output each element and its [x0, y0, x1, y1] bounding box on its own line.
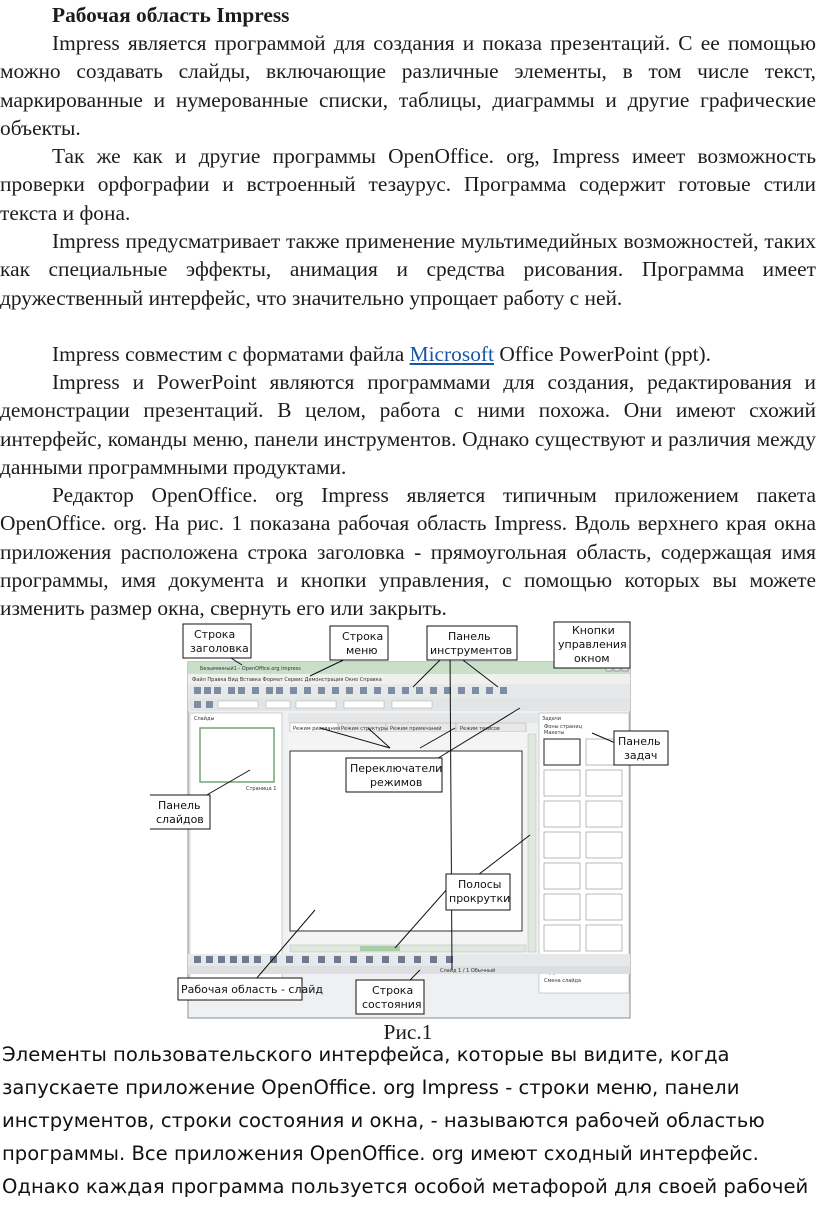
callout-window-buttons-line2: управления [558, 638, 627, 651]
microsoft-link[interactable]: Microsoft [409, 342, 494, 366]
callout-status-bar-line2: состояния [362, 998, 422, 1011]
callout-view-switch-line2: режимов [370, 776, 423, 789]
section-heading: Рабочая область Impress [52, 3, 290, 27]
slides-pane-title: Слайды [194, 716, 215, 722]
task-section-backgrounds: Фоны страниц [544, 724, 582, 730]
callout-title-bar-line2: заголовка [190, 642, 249, 655]
compat-text-after: Office PowerPoint (ppt). [493, 342, 712, 366]
paragraph-workspace: Редактор OpenOffice. org Impress является типичным приложением пакета OpenOffice. org. На рис. 1 показана рабочая область Impress. Вдоль верхнего края окна приложения расположена строка заголовка - прямоугольная область, содержащая имя программы, имя документа и кнопки управления, с помощью которых вы можете изменить размер окна, свернуть его или закрыть. [0, 483, 816, 621]
window-title-text: Безымянный1 - OpenOffice.org Impress [200, 666, 301, 672]
callout-toolbars-line1: Панель [448, 630, 491, 643]
callout-title-bar-line1: Строка [194, 628, 236, 641]
paragraph-multimedia: Impress предусматривает также применение мультимедийных возможностей, таких как специальные эффекты, анимация и средства рисования. Программа имеет дружественный интерфейс, что значительно упрощает работу с ней. [0, 229, 816, 310]
callout-toolbars-line2: инструментов [430, 644, 513, 657]
callout-scrollbars-line1: Полосы [458, 878, 502, 891]
menu-bar-text: Файл Правка Вид Вставка Формат Сервис Демонстрация Окно Справка [192, 677, 382, 683]
tab-handouts: Режим тезисов [460, 726, 500, 732]
tab-notes: Режим примечаний [390, 726, 442, 732]
impress-window-screenshot [188, 662, 630, 1018]
task-section-layouts: Макеты [544, 730, 565, 736]
callout-scrollbars-line2: прокрутки [449, 892, 511, 905]
callout-view-switch-line1: Переключатели [350, 762, 443, 775]
slide-thumbnail [200, 728, 274, 782]
callout-workspace-text: Рабочая область - слайд [181, 983, 324, 996]
task-pane-title: Задачи [542, 716, 561, 722]
callout-window-buttons-line1: Кнопки [572, 624, 615, 637]
callout-slides-pane-line1: Панель [158, 799, 201, 812]
compat-text-before: Impress совместим с форматами файла [52, 342, 410, 366]
callout-menu-bar-line1: Строка [342, 630, 384, 643]
figure-caption: Рис.1 [383, 1020, 433, 1044]
slide-page-label: Страница 1 [246, 786, 277, 792]
callout-slides-pane-line2: слайдов [156, 813, 204, 826]
callout-menu-bar-line2: меню [346, 644, 378, 657]
paragraph-spellcheck: Так же как и другие программы OpenOffice. org, Impress имеет возможность проверки орфографии и встроенный тезаурус. Программа содержит готовые стили текста и фона. [0, 144, 816, 225]
figure-impress-window [150, 620, 670, 1020]
tab-drawing: Режим рисования [293, 726, 340, 732]
paragraph-compat [0, 340, 816, 368]
status-bar-text: Слайд 1 / 1 Обычный [440, 968, 496, 974]
task-section-transition: Смена слайда [544, 978, 582, 984]
paragraph-comparison: Impress и PowerPoint являются программами для создания, редактирования и демонстрации презентаций. В целом, работа с ними похожа. Они имеют схожий интерфейс, команды меню, панели инструментов. Однако существуют и различия между данными программными продуктами. [0, 370, 816, 479]
callout-task-pane-line2: задач [624, 749, 658, 762]
callout-status-bar-line1: Строка [372, 984, 414, 997]
paragraph-ui-elements: Элементы пользовательского интерфейса, которые вы видите, когда запускаете приложение OpenOffice. org Impress - строки меню, панели инструментов, строки состояния и окна, - называются рабочей областью программы. Все приложения OpenOffice. org имеют сходный интерфейс. Однако каждая программа пользуется особой метафорой для своей рабочей [2, 1043, 809, 1198]
tab-outline: Режим структуры [341, 726, 389, 732]
callout-window-buttons-line3: окном [574, 652, 610, 665]
paragraph-intro: Impress является программой для создания и показа презентаций. С ее помощью можно создавать слайды, включающие различные элементы, в том числе текст, маркированные и нумерованные списки, таблицы, диаграммы и другие графические объекты. [0, 31, 816, 140]
callout-task-pane-line1: Панель [618, 735, 661, 748]
